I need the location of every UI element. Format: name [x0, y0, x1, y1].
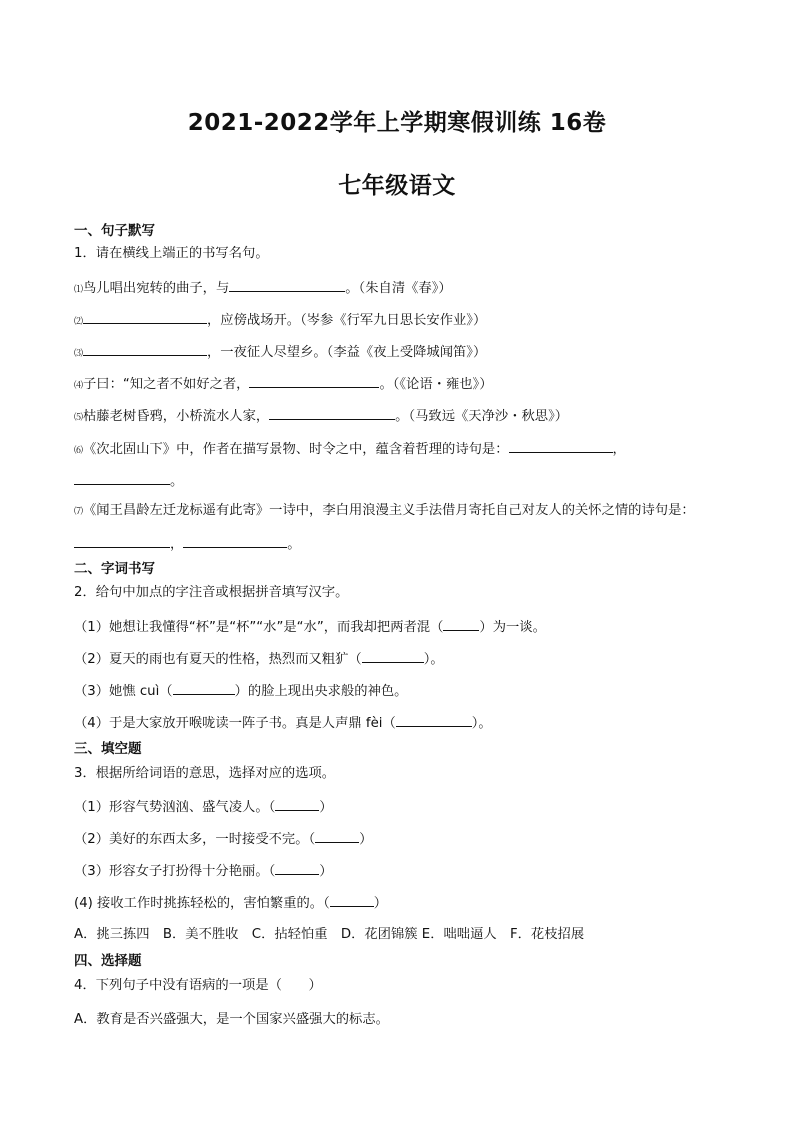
q1-item-6-continued	[74, 471, 183, 491]
q1-item-7-continued	[74, 534, 301, 554]
section-heading-2: 二、字词书写	[74, 561, 155, 577]
item-text: ）	[319, 800, 333, 815]
item-text: ，一夜征人尽望乡。（李益《夜上受降城闻笛》）	[207, 345, 487, 360]
answer-blank[interactable]	[509, 439, 613, 453]
item-text: ）	[359, 832, 373, 847]
item-number: ⑶	[74, 349, 84, 359]
item-number: ⑺	[74, 507, 84, 517]
item-number: ⑵	[74, 317, 84, 327]
answer-blank[interactable]	[275, 797, 319, 811]
question-4-stem: 4．下列句子中没有语病的一项是（ ）	[74, 978, 322, 993]
answer-blank[interactable]	[443, 617, 479, 631]
item-text: 。	[170, 474, 184, 489]
item-text: 子曰：“知之者不如好之者，	[83, 377, 250, 392]
q3-item-1	[74, 797, 333, 817]
answer-blank[interactable]	[74, 471, 170, 485]
item-text: ）。	[471, 716, 492, 731]
answer-blank[interactable]	[74, 534, 170, 548]
item-text: (4) 接收工作时挑拣轻松的，害怕繁重的。（	[74, 896, 330, 911]
q1-item-5	[74, 406, 568, 427]
item-text: （1）形容气势汹汹、盛气凌人。（	[74, 800, 276, 815]
answer-blank[interactable]	[330, 893, 374, 907]
item-text: 。（马致远《天净沙・秋思》）	[395, 409, 569, 424]
answer-blank[interactable]	[173, 681, 235, 695]
item-text: 。（《论语・雍也》）	[379, 377, 493, 392]
item-text: ，	[170, 537, 184, 552]
q3-item-4	[74, 893, 387, 913]
answer-blank[interactable]	[269, 406, 395, 420]
question-1-stem: 1．请在横线上端正的书写名句。	[74, 246, 269, 261]
item-number: ⑷	[74, 381, 84, 391]
item-text: 鸟儿唱出宛转的曲子，与	[83, 281, 230, 296]
answer-blank[interactable]	[275, 861, 319, 875]
answer-blank[interactable]	[229, 278, 345, 292]
item-text: ，	[612, 442, 626, 457]
item-text: （2）美好的东西太多，一时接受不完。（	[74, 832, 316, 847]
item-text: （3）形容女子打扮得十分艳丽。（	[74, 864, 276, 879]
q1-item-1	[74, 278, 452, 299]
q2-item-2	[74, 649, 444, 669]
item-text: 《闻王昌龄左迁龙标遥有此寄》一诗中，李白用浪漫主义手法借月寄托自己对友人的关怀之情的诗句是：	[83, 503, 695, 518]
section-heading-1: 一、句子默写	[74, 223, 155, 239]
q1-item-6	[74, 439, 626, 460]
item-text: （2）夏天的雨也有夏天的性格，热烈而又粗犷（	[74, 652, 362, 667]
item-text: ，应傍战场开。（岑参《行军九日思长安作业》）	[207, 313, 487, 328]
answer-blank[interactable]	[362, 649, 424, 663]
item-text: 枯藤老树昏鸦，小桥流水人家，	[83, 409, 270, 424]
item-number: ⑹	[74, 446, 84, 456]
q2-item-4	[74, 713, 492, 733]
item-text: ）。	[423, 652, 444, 667]
answer-blank[interactable]	[183, 534, 287, 548]
item-text: 。	[287, 537, 301, 552]
question-3-stem: 3．根据所给词语的意思，选择对应的选项。	[74, 766, 336, 781]
answer-blank[interactable]	[83, 310, 207, 324]
answer-blank[interactable]	[315, 829, 359, 843]
item-number: ⑴	[74, 285, 84, 295]
answer-blank[interactable]	[83, 342, 207, 356]
item-text: ）的脸上现出央求般的神色。	[234, 684, 408, 699]
item-text: ）	[319, 864, 333, 879]
q1-item-4	[74, 374, 493, 395]
q3-item-2	[74, 829, 372, 849]
answer-blank[interactable]	[249, 374, 379, 388]
q2-item-3	[74, 681, 407, 701]
item-text: ）为一谈。	[479, 620, 546, 635]
item-text: （4）于是大家放开喉咙读一阵子书。真是人声鼎 fèi（	[74, 716, 396, 731]
answer-blank[interactable]	[396, 713, 472, 727]
section-heading-3: 三、填空题	[74, 741, 142, 757]
item-text: （3）她憔 cuì（	[74, 684, 173, 699]
item-text: 《次北固山下》中，作者在描写景物、时令之中，蕴含着哲理的诗句是：	[83, 442, 509, 457]
q3-options: A．挑三拣四 B．美不胜收 C．拈轻怕重 D．花团锦簇 E．咄咄逼人 F．花枝招展	[74, 927, 585, 942]
item-text: （1）她想让我懂得“杯”是“杯”“水”是“水”，而我却把两者混（	[74, 620, 444, 635]
q1-item-7	[74, 502, 695, 521]
item-text: ）	[373, 896, 388, 911]
q2-item-1	[74, 617, 546, 637]
q1-item-2	[74, 310, 486, 331]
page-subtitle: 七年级语文	[338, 173, 456, 199]
q4-option-a: A．教育是否兴盛强大，是一个国家兴盛强大的标志。	[74, 1012, 389, 1027]
section-heading-4: 四、选择题	[74, 953, 142, 969]
item-number: ⑸	[74, 413, 84, 423]
q1-item-3	[74, 342, 486, 363]
question-2-stem: 2．给句中加点的字注音或根据拼音填写汉字。	[74, 585, 349, 600]
q3-item-3	[74, 861, 333, 881]
page-title: 2021-2022学年上学期寒假训练 16卷	[187, 110, 607, 136]
item-text: 。（朱自清《春》）	[345, 281, 452, 296]
